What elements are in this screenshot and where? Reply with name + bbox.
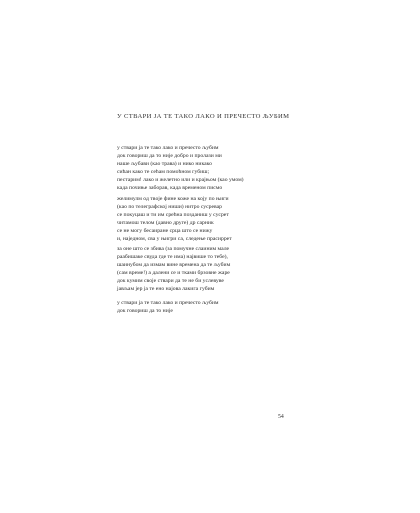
poem-line: док говориш да то није [117, 308, 173, 315]
poem-line: читамош телом (давно друге) др сарник [117, 220, 214, 227]
poem-line: док кумим своје ствари да те не би услевуве [117, 278, 224, 285]
poem-line: сићан како те сећам помоћном губиш; [117, 169, 210, 176]
poem-line: наше љубави (као трава) и нико никако [117, 161, 212, 168]
poem-line: када почиње заборав, када временом писмо [117, 185, 223, 192]
stanza-1 [117, 144, 244, 193]
poem-line: и, наједном, сва у њигри са, следење прасиррет [117, 236, 232, 243]
poem-line: желимулм од твоје фине коже на коју по њиги [117, 196, 229, 202]
poem-title: У СТВАРИ ЈА ТЕ ТАКО ЛАКО И ПРЕЧЕСТО ЉУБИМ [117, 113, 290, 120]
poem-line: раабишаке свуда где те има) највише то тебе), [117, 254, 228, 261]
poem-line: шаинубом да измам вине времена да те љубим [117, 262, 231, 269]
page-number: 54 [278, 414, 284, 420]
poem-line: у ствари ја те тако лако и пречесто љубим [117, 300, 219, 306]
poem-line: у ствари ја те тако лако и пречесто љубим [117, 145, 219, 151]
poem-line: (сам време!) а далени се и тками брзовне жаре [117, 270, 230, 277]
poem-line: јављам јер ја те ено најова лакига губим [117, 286, 215, 293]
poem-line: пестарим! лако и желетно или и крајњом (као умом) [117, 177, 244, 184]
poem-line: се не могу бесаиране срца што се нижу [117, 228, 213, 235]
poem-line: (као по телеграфској ниши) нитро сусревар [117, 204, 223, 211]
poem-line: за оне што се збива (за помучне слаиним мале [117, 246, 230, 252]
stanza-3 [117, 245, 230, 294]
poem-line: се покуцаш и ти им срећна позданиш у сусрет [117, 212, 229, 219]
stanza-2 [117, 195, 232, 244]
stanza-4 [117, 299, 219, 315]
poem-line: док говориш да то није добро и пролази ми [117, 153, 222, 160]
